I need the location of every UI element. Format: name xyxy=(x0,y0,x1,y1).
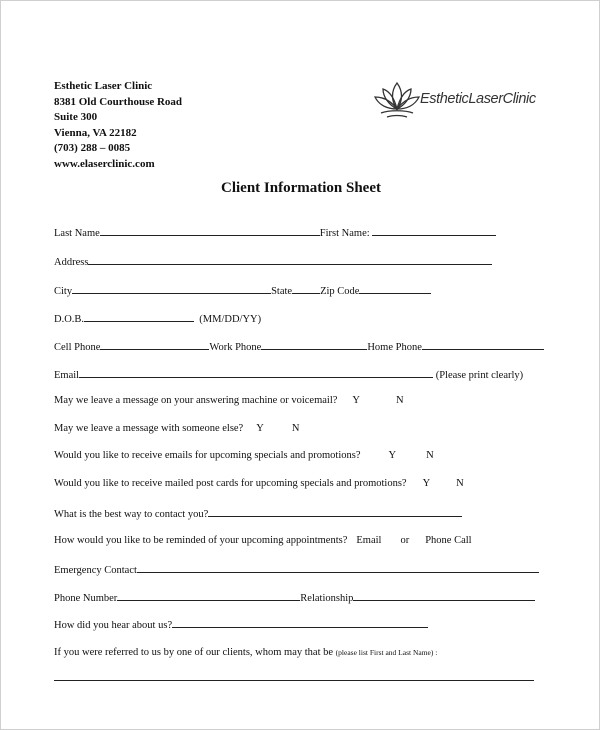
heard-about-field[interactable] xyxy=(172,617,428,628)
reminder-email-option[interactable]: Email xyxy=(356,535,382,546)
email-specials-no-option[interactable]: N xyxy=(426,450,434,461)
dob-field[interactable] xyxy=(84,311,194,322)
dob-label: D.O.B. xyxy=(54,314,85,325)
best-contact-field[interactable] xyxy=(208,506,462,517)
voicemail-question xyxy=(54,394,404,408)
emergency-phone-row xyxy=(54,590,535,606)
clinic-logo xyxy=(371,77,541,125)
emergency-contact-label: Emergency Contact xyxy=(54,565,137,576)
logo-text: EstheticLaserClinic xyxy=(420,91,536,107)
first-name-field[interactable] xyxy=(372,225,496,236)
clinic-city-state-zip: Vienna, VA 22182 xyxy=(54,126,137,139)
city-label: City xyxy=(54,286,73,297)
form-title: Client Information Sheet xyxy=(221,180,381,196)
address-label: Address xyxy=(54,257,89,268)
relationship-label: Relationship xyxy=(300,593,354,604)
voicemail-no-option[interactable]: N xyxy=(396,395,404,406)
address-row xyxy=(54,254,492,270)
phone-number-label: Phone Number xyxy=(54,593,118,604)
clinic-street: 8381 Old Courthouse Road xyxy=(54,95,183,108)
best-contact-question-text: What is the best way to contact you? xyxy=(54,509,209,520)
referral-line-row xyxy=(54,670,534,686)
clinic-suite: Suite 300 xyxy=(54,111,98,123)
name-row xyxy=(54,225,496,241)
email-label: Email xyxy=(54,370,80,381)
reminder-or-text: or xyxy=(400,535,410,546)
referral-question-text: If you were referred to us by one of our clients, whom may that be xyxy=(54,647,336,658)
postcard-specials-question-text: Would you like to receive mailed post cards for upcoming specials and promotions? xyxy=(54,478,407,489)
phones-row xyxy=(54,339,544,355)
clinic-phone: (703) 288 – 0085 xyxy=(54,142,131,154)
email-specials-yes-option[interactable]: Y xyxy=(388,450,397,461)
last-name-label: Last Name xyxy=(54,228,100,239)
postcard-specials-question xyxy=(54,477,464,491)
relationship-field[interactable] xyxy=(353,590,535,601)
reminder-phone-call-option[interactable]: Phone Call xyxy=(425,535,472,546)
state-label: State xyxy=(271,286,293,297)
emergency-contact-field[interactable] xyxy=(137,562,539,573)
dob-format-hint: (MM/DD/YY) xyxy=(199,314,262,325)
voicemail-question-text: May we leave a message on your answering machine or voicemail? xyxy=(54,395,338,406)
heard-about-row xyxy=(54,617,428,633)
emergency-contact-row xyxy=(54,562,539,578)
postcard-specials-no-option[interactable]: N xyxy=(456,478,464,489)
zip-code-label: Zip Code xyxy=(320,286,360,297)
email-specials-question xyxy=(54,449,434,463)
referral-name-field[interactable] xyxy=(54,670,534,681)
address-field[interactable] xyxy=(88,254,492,265)
clinic-name: Esthetic Laser Clinic xyxy=(54,80,153,92)
state-field[interactable] xyxy=(292,283,320,294)
referral-instruction: (please list First and Last Name) : xyxy=(335,648,438,657)
work-phone-field[interactable] xyxy=(261,339,367,350)
work-phone-label: Work Phone xyxy=(209,342,262,353)
home-phone-label: Home Phone xyxy=(367,342,422,353)
email-row xyxy=(54,367,523,383)
heard-about-label: How did you hear about us? xyxy=(54,620,173,631)
home-phone-field[interactable] xyxy=(422,339,544,350)
reminder-question xyxy=(54,534,472,548)
city-field[interactable] xyxy=(72,283,271,294)
dob-row xyxy=(54,311,261,327)
phone-number-field[interactable] xyxy=(117,590,300,601)
cell-phone-label: Cell Phone xyxy=(54,342,101,353)
referral-row xyxy=(54,646,437,660)
reminder-question-text: How would you like to be reminded of your upcoming appointments? xyxy=(54,535,348,546)
message-someone-question-text: May we leave a message with someone else? xyxy=(54,423,244,434)
clinic-address-block xyxy=(54,79,182,172)
email-specials-question-text: Would you like to receive emails for upcoming specials and promotions? xyxy=(54,450,361,461)
lotus-icon xyxy=(371,77,423,121)
last-name-field[interactable] xyxy=(100,225,320,236)
email-field[interactable] xyxy=(79,367,433,378)
email-note: (Please print clearly) xyxy=(435,370,524,381)
best-contact-question xyxy=(54,506,462,522)
clinic-website: www.elaserclinic.com xyxy=(54,157,155,170)
voicemail-yes-option[interactable]: Y xyxy=(352,395,360,406)
city-state-zip-row xyxy=(54,283,431,299)
postcard-specials-yes-option[interactable]: Y xyxy=(422,478,431,489)
first-name-label: First Name: xyxy=(319,228,373,239)
message-someone-yes-option[interactable]: Y xyxy=(256,423,264,434)
cell-phone-field[interactable] xyxy=(100,339,209,350)
message-someone-no-option[interactable]: N xyxy=(291,423,300,434)
message-someone-question xyxy=(54,422,299,436)
zip-code-field[interactable] xyxy=(359,283,431,294)
